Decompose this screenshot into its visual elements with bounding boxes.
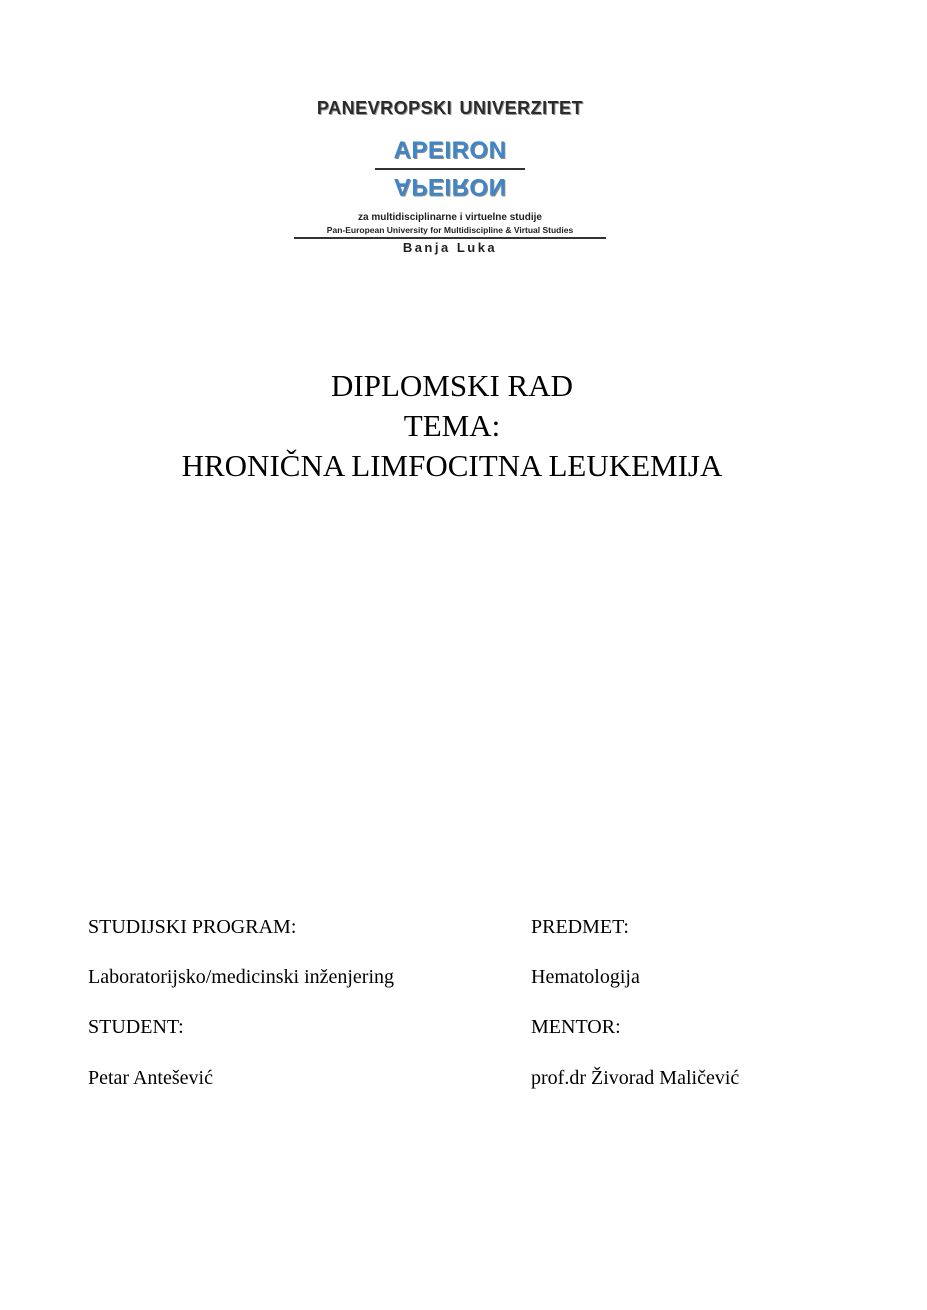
university-logo [270,92,630,262]
logo-subtitle-local: za multidisciplinarne i virtuelne studije [358,212,542,223]
topic-title: HRONIČNA LIMFOCITNA LEUKEMIJA [181,448,723,483]
logo-subtitle-english: Pan-European University for Multidiscipline & Virtual Studies [326,225,574,235]
mentor-name: prof.dr Živorad Maličević [531,1067,740,1089]
subject-value: Hematologija [531,966,640,988]
topic-label: TEMA: [403,408,501,443]
program-label: STUDIJSKI PROGRAM: [88,916,297,938]
logo-apeiron-mirrored: apeiron [393,171,507,209]
subject-label: PREDMET: [531,916,629,938]
logo-city: Banja Luka [402,240,498,255]
logo-apeiron-name: apeiron [393,128,507,166]
student-label: STUDENT: [88,1016,184,1038]
mentor-label: MENTOR: [531,1016,621,1038]
logo-university-name: panevropski univerzitet [316,92,584,120]
document-type-title: DIPLOMSKI RAD [331,368,573,403]
logo-bottom-divider [294,237,606,239]
program-value: Laboratorijsko/medicinski inženjering [88,966,395,988]
student-name: Petar Antešević [88,1067,213,1089]
